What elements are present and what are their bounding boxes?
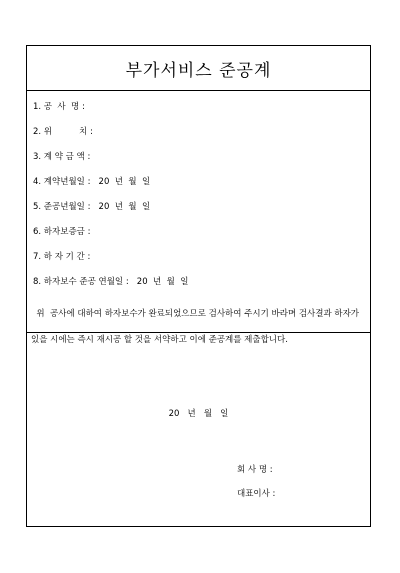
- title-row: [27, 46, 370, 91]
- field-project-name: 1. 공 사 명 :: [33, 102, 85, 112]
- field-contract-date: 4. 계약년월일 : 20 년 월 일: [33, 177, 151, 187]
- declaration-line-2: 있을 시에는 즉시 재시공 할 것을 서약하고 이에 준공계를 제출합니다.: [31, 335, 288, 345]
- company-name-line: 회 사 명 :: [237, 465, 273, 475]
- field-location: 2. 위 치 :: [33, 127, 93, 137]
- representative-line: 대표이사 :: [237, 489, 276, 499]
- declaration-line-1: 위 공사에 대하여 하자보수가 완료되었으므로 검사하여 주시기 바라며 검사결과 하자가: [31, 309, 360, 319]
- field-contract-amount: 3. 계 약 금 액 :: [33, 152, 91, 162]
- form-frame: [26, 45, 371, 527]
- field-warranty-deposit: 6. 하자보증금 :: [33, 227, 91, 237]
- field-completion-date: 5. 준공년월일 : 20 년 월 일: [33, 202, 151, 212]
- fields-section: [27, 91, 370, 333]
- document-title: 부가서비스 준공계: [125, 60, 272, 81]
- field-repair-completion-date: 8. 하자보수 준공 연월일 : 20 년 월 일: [33, 277, 189, 287]
- submission-date: 20 년 월 일: [168, 409, 229, 419]
- field-warranty-period: 7. 하 자 기 간 :: [33, 252, 91, 262]
